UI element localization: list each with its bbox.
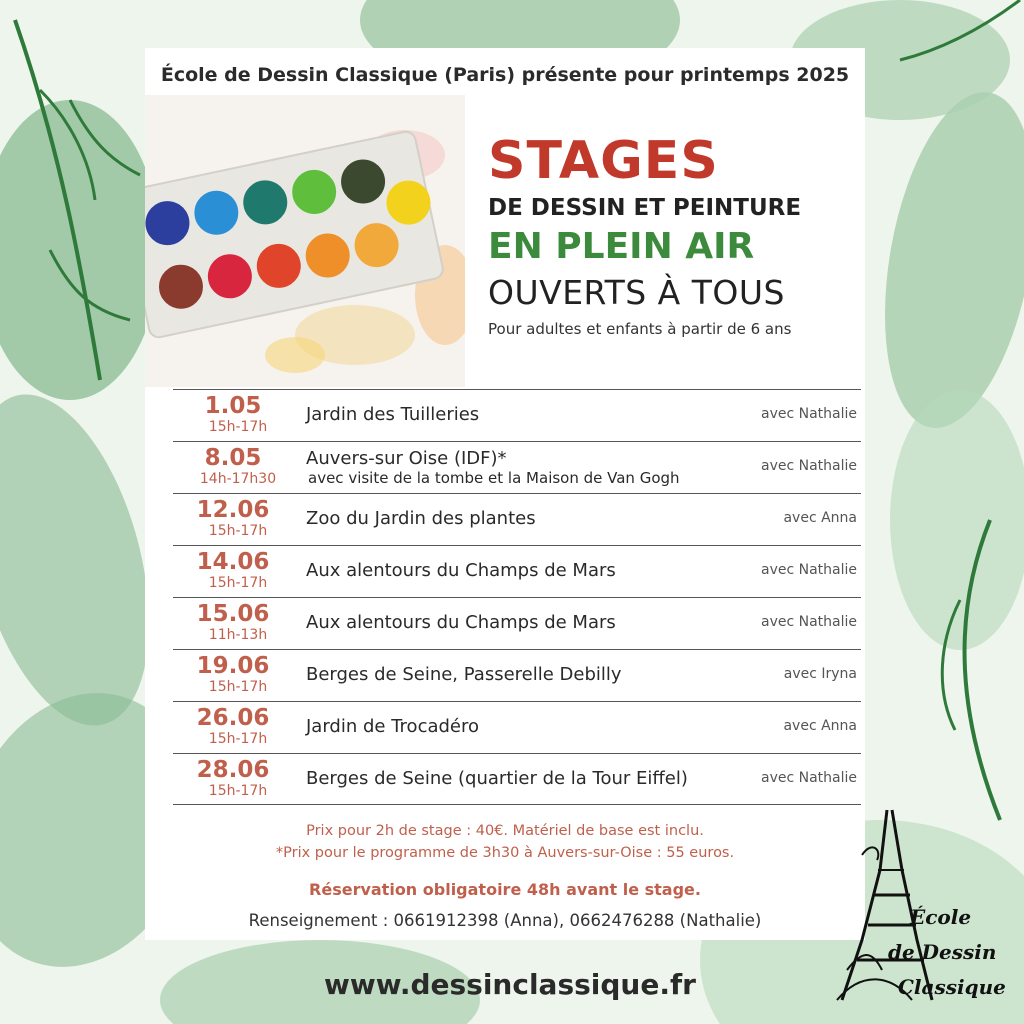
row-place: Berges de Seine, Passerelle Debilly	[306, 664, 622, 685]
schedule-table	[173, 389, 861, 805]
row-time: 15h-17h	[208, 575, 268, 591]
row-date: 28.06	[196, 757, 270, 783]
price-line: Prix pour 2h de stage : 40€. Matériel de base est inclu.	[306, 823, 704, 839]
row-place-block	[306, 448, 746, 487]
row-place: Aux alentours du Champs de Mars	[306, 612, 616, 633]
row-teacher: avec Nathalie	[760, 614, 857, 630]
row-date: 14.06	[196, 549, 270, 575]
row-place: Jardin des Tuilleries	[306, 404, 480, 425]
logo-line3: Classique	[898, 975, 1006, 999]
row-place: Zoo du Jardin des plantes	[306, 508, 536, 529]
row-teacher: avec Nathalie	[760, 458, 857, 474]
schedule-row	[173, 545, 861, 597]
contact-line: Renseignement : 0661912398 (Anna), 0662476288 (Nathalie)	[248, 911, 762, 930]
reservation-note: Réservation obligatoire 48h avant le stage.	[309, 880, 701, 899]
row-time: 15h-17h	[208, 783, 268, 799]
row-time: 15h-17h	[208, 731, 268, 747]
schedule-row	[173, 597, 861, 649]
row-teacher: avec Nathalie	[760, 562, 857, 578]
schedule-row	[173, 493, 861, 545]
logo-line1: École	[910, 905, 972, 929]
schedule-row	[173, 649, 861, 701]
title-plein-air: EN PLEIN AIR	[488, 226, 755, 267]
row-place: Berges de Seine (quartier de la Tour Eiffel)	[306, 768, 688, 789]
schedule-row	[173, 389, 861, 441]
row-time: 14h-17h30	[199, 471, 277, 487]
website-link[interactable]: www.dessinclassique.fr	[324, 968, 696, 1001]
header-line: École de Dessin Classique (Paris) présente pour printemps 2025	[160, 64, 850, 86]
price-note: *Prix pour le programme de 3h30 à Auvers-sur-Oise : 55 euros.	[275, 845, 735, 861]
row-date: 19.06	[196, 653, 270, 679]
row-date: 8.05	[204, 445, 262, 471]
row-date: 26.06	[196, 705, 270, 731]
schedule-row	[173, 701, 861, 753]
title-block	[488, 130, 858, 342]
footer-info	[145, 820, 865, 934]
title-dessin: DE DESSIN ET PEINTURE	[488, 195, 802, 221]
title-ouverts: OUVERTS À TOUS	[488, 273, 785, 312]
row-teacher: avec Anna	[783, 718, 857, 734]
schedule-row	[173, 441, 861, 493]
row-date: 1.05	[204, 393, 262, 419]
row-date: 15.06	[196, 601, 270, 627]
title-audience: Pour adultes et enfants à partir de 6 ans	[488, 320, 792, 338]
row-time: 11h-13h	[208, 627, 268, 643]
school-logo	[832, 800, 1012, 1010]
watercolor-palette-image	[145, 95, 465, 387]
row-teacher: avec Anna	[783, 510, 857, 526]
row-teacher: avec Nathalie	[760, 406, 857, 422]
row-place: Jardin de Trocadéro	[306, 716, 480, 737]
row-place: Aux alentours du Champs de Mars	[306, 560, 616, 581]
row-time: 15h-17h	[208, 679, 268, 695]
schedule-row	[173, 753, 861, 805]
row-teacher: avec Iryna	[783, 666, 857, 682]
logo-line2: de Dessin	[888, 940, 997, 964]
row-place: Auvers-sur Oise (IDF)*	[306, 448, 507, 469]
row-time: 15h-17h	[208, 419, 268, 435]
row-subtitle: avec visite de la tombe et la Maison de Van Gogh	[308, 469, 680, 487]
row-teacher: avec Nathalie	[760, 770, 857, 786]
title-stages: STAGES	[488, 131, 719, 191]
row-date: 12.06	[196, 497, 270, 523]
row-time: 15h-17h	[208, 523, 268, 539]
